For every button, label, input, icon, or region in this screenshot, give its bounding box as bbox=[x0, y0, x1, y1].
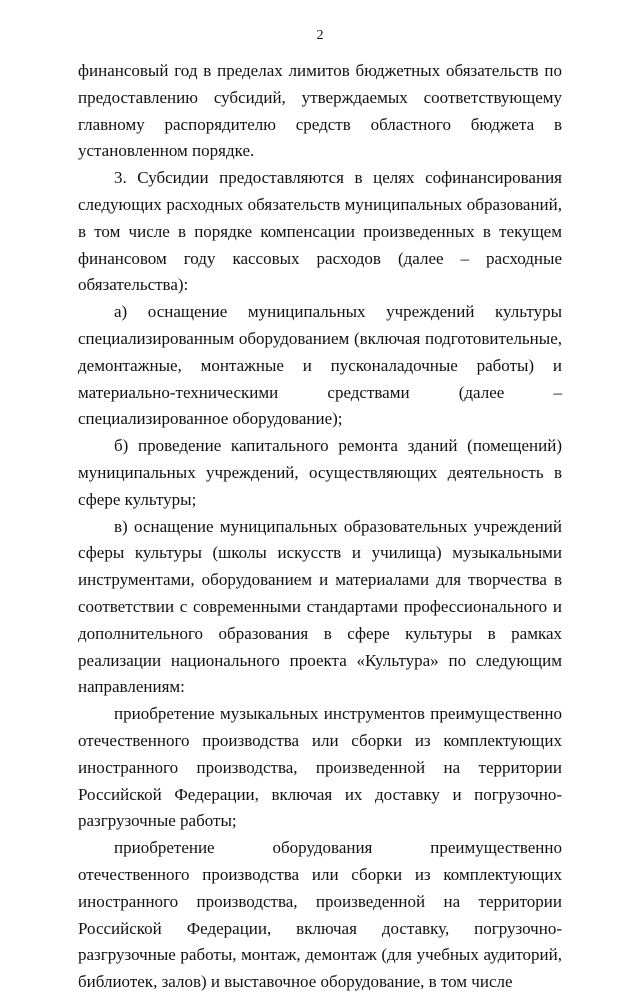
document-body bbox=[78, 58, 562, 996]
paragraph-direction-equipment: приобретение оборудования преимущественно отечественного производства или сборки из комплектующих иностранного производства, произведенной на территории Российской Федерации, включая доставку, погрузочно-разгрузочные работы, монтаж, демонтаж (для учебных аудиторий, библиотек, залов) и выставочное оборудование, в том числе bbox=[78, 838, 562, 992]
paragraph-subitem-a: а) оснащение муниципальных учреждений культуры специализированным оборудованием (включая подготовительные, демонтажные, монтажные и пусконаладочные работы) и материально-техническими средствами (далее – специализированное оборудование); bbox=[78, 302, 562, 429]
paragraph-continuation: финансовый год в пределах лимитов бюджетных обязательств по предоставлению субсидий, утверждаемых соответствующему главному распорядителю средств областного бюджета в установленном порядке. bbox=[78, 61, 562, 161]
paragraph-direction-instruments: приобретение музыкальных инструментов преимущественно отечественного производства или сборки из комплектующих иностранного производства, произведенной на территории Российской Федерации, включая их доставку и погрузочно-разгрузочные работы; bbox=[78, 704, 562, 831]
paragraph-item-3: 3. Субсидии предоставляются в целях софинансирования следующих расходных обязательств муниципальных образований, в том числе в порядке компенсации произведенных в текущем финансовом году кассовых расходов (далее – расходные обязательства): bbox=[78, 168, 562, 295]
page-number: 2 bbox=[316, 28, 324, 43]
paragraph-subitem-v: в) оснащение муниципальных образовательных учреждений сферы культуры (школы искусств и училища) музыкальными инструментами, оборудованием и материалами для творчества в соответствии с современными стандартами профессионального и дополнительного образования в сфере культуры в рамках реализации национального проекта «Культура» по следующим направлениям: bbox=[78, 516, 562, 697]
paragraph-subitem-b: б) проведение капитального ремонта зданий (помещений) муниципальных учреждений, осуществляющих деятельность в сфере культуры; bbox=[78, 436, 562, 509]
